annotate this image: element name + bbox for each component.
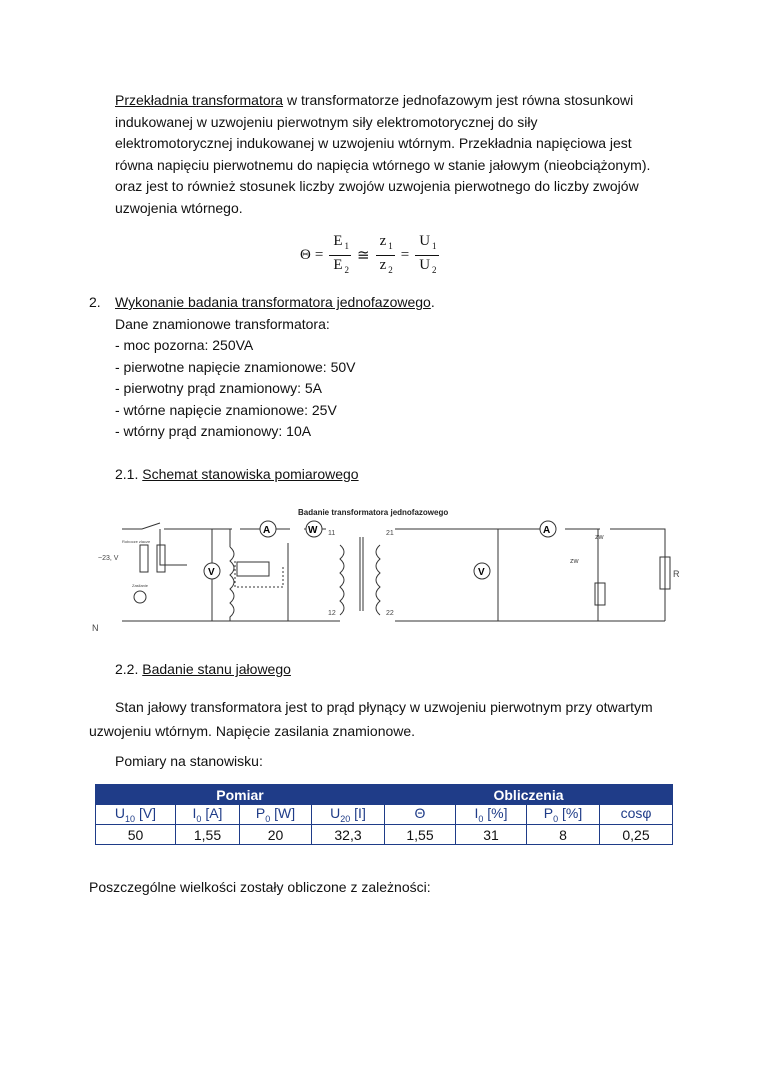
table-cell: 0,25 <box>600 825 673 845</box>
section-2-1-title: Schemat stanowiska pomiarowego <box>142 466 359 482</box>
ratio-formula <box>300 232 441 279</box>
no-load-paragraph <box>89 695 653 743</box>
column-header: cosφ <box>600 805 673 825</box>
ammeter-a2-icon <box>540 521 556 537</box>
svg-text:~23, V: ~23, V <box>98 555 119 562</box>
svg-text:V: V <box>478 567 485 578</box>
svg-text:A: A <box>543 525 551 536</box>
text-line: oraz jest to również stosunek liczby zwojów uzwojenia pierwotnego do liczby zwojów <box>115 178 639 194</box>
svg-text:Robocze zlacze: Robocze zlacze <box>122 539 151 544</box>
theta: Θ <box>300 247 311 263</box>
column-header: $U_{10}$ [V] <box>96 805 176 825</box>
text-line: uzwojenia wtórnego. <box>115 199 243 216</box>
table-cell: 1,55 <box>385 825 456 845</box>
section-2-1-heading: 2.1. Schemat stanowiska pomiarowego <box>115 466 359 482</box>
column-header: $I_0$ [%] <box>456 805 527 825</box>
section-2-2-title: Badanie stanu jałowego <box>142 661 291 677</box>
group-header: Pomiar <box>96 785 385 805</box>
voltmeter-v1-icon <box>204 563 220 579</box>
svg-text:W: W <box>308 525 318 536</box>
measurement-schematic <box>90 495 680 640</box>
text-line: - pierwotne napięcie znamionowe: 50V <box>115 358 356 375</box>
svg-text:V: V <box>208 567 215 578</box>
text-line: Dane znamionowe transformatora: <box>115 315 330 332</box>
column-header: Θ <box>385 805 456 825</box>
fraction-e: $\frac{E _1}{E _2}$ <box>329 232 351 279</box>
measurements-label: Pomiary na stanowisku: <box>115 753 263 769</box>
text-line: równa napięciu pierwotnemu do napięcia wtórnego w stanie jałowym (nieobciążonym). <box>115 156 651 173</box>
ammeter-a1-icon <box>260 521 276 537</box>
svg-text:Badanie transformatora jednofa: Badanie transformatora jednofazowego <box>298 508 449 517</box>
intro-link-term: Przekładnia transformatora <box>115 92 284 108</box>
column-header: $I_0$ [A] <box>176 805 240 825</box>
table-cell: 31 <box>456 825 527 845</box>
column-header: $U_{20}$ [I] <box>312 805 385 825</box>
svg-text:N: N <box>92 623 99 633</box>
fraction-z: $\frac{z _1}{z _2}$ <box>376 232 395 279</box>
svg-text:11: 11 <box>328 530 336 537</box>
text-line: indukowanej w uzwojeniu pierwotnym siły elektromotorycznej do siły <box>115 113 538 130</box>
column-header: $P_0$ [%] <box>527 805 600 825</box>
svg-text:zw: zw <box>570 558 579 565</box>
text-line: - pierwotny prąd znamionowy: 5A <box>115 380 322 396</box>
measurement-table <box>95 784 673 845</box>
table-cell: 1,55 <box>176 825 240 845</box>
section-2: Wykonanie badania transformatora jednofazowego. Dane znamionowe transformatora: - moc pozorna: 250VA - pierwotne napięcie znamionowe: 50V - pierwotny prąd znamionowy: 5A - wtórne napięcie znamionowe: 25V - wtórny prąd znamionowy: 10A <box>115 292 435 443</box>
eq: = <box>314 247 324 263</box>
svg-text:12: 12 <box>328 610 336 617</box>
svg-text:A: A <box>263 525 271 536</box>
text-line: elektromotorycznej indukowanej w uzwojeniu wtórnym. Przekładnia napięciowa jest <box>115 135 632 151</box>
svg-text:21: 21 <box>386 530 394 537</box>
text-line: uzwojeniu wtórnym. Napięcie zasilania znamionowe. <box>89 723 416 739</box>
text-line: Stan jałowy transformatora jest to prąd płynący w uzwojeniu pierwotnym przy otwartym <box>115 699 653 715</box>
text-line: - moc pozorna: 250VA <box>115 337 254 353</box>
svg-text:R: R <box>673 569 680 579</box>
table-cell: 50 <box>96 825 176 845</box>
section-2-title: Wykonanie badania transformatora jednofazowego <box>115 294 431 310</box>
group-header: Obliczenia <box>385 785 673 805</box>
svg-text:zw: zw <box>595 534 604 541</box>
table-cell: 20 <box>240 825 312 845</box>
wattmeter-icon <box>306 521 322 537</box>
eq: = <box>400 247 410 263</box>
section-2-2-heading: 2.2. Badanie stanu jałowego <box>115 661 291 677</box>
fraction-u: $\frac{U _1}{U _2}$ <box>415 232 438 279</box>
text-line: - wtórne napięcie znamionowe: 25V <box>115 401 337 418</box>
voltmeter-v2-icon <box>474 563 490 579</box>
column-header: $P_0$ [W] <box>240 805 312 825</box>
text-line: w transformatorze jednofazowym jest równa stosunkowi <box>283 92 634 108</box>
table-cell: 32,3 <box>312 825 385 845</box>
svg-text:Zasilanie: Zasilanie <box>132 583 149 588</box>
footer-text: Poszczególne wielkości zostały obliczone z zależności: <box>89 879 431 895</box>
table-cell: 8 <box>527 825 600 845</box>
svg-text:22: 22 <box>386 610 394 617</box>
section-2-number: 2. <box>89 294 101 310</box>
intro-paragraph <box>115 90 650 219</box>
text-line: - wtórny prąd znamionowy: 10A <box>115 423 312 439</box>
approx: ≅ <box>356 248 370 264</box>
